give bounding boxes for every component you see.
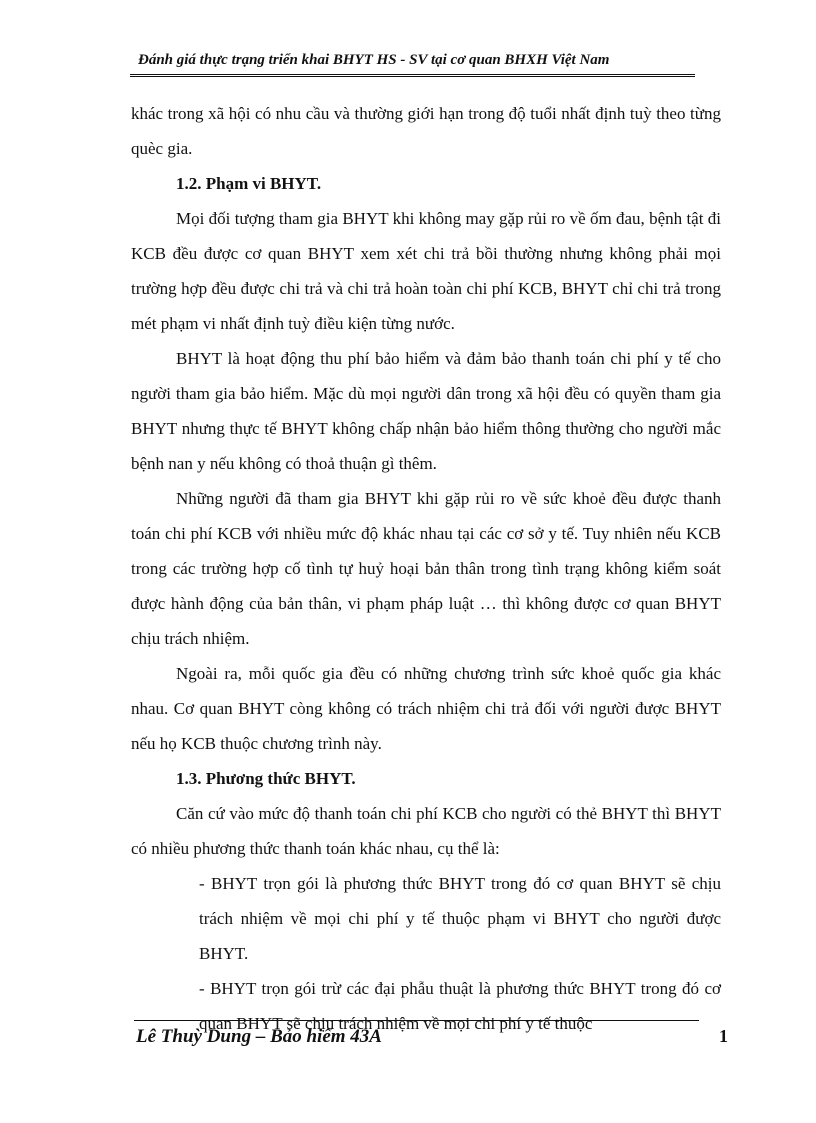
- footer-author: Lê Thuỳ Dung – Bảo hiểm 43A: [136, 1026, 382, 1047]
- header-title: Đánh giá thực trạng triển khai BHYT HS - SV tại cơ quan BHXH Việt Nam: [138, 52, 610, 68]
- paragraph: Căn cứ vào mức độ thanh toán chi phí KCB cho người có thẻ BHYT thì BHYT có nhiều phương thức thanh toán khác nhau, cụ thể là:: [131, 804, 721, 858]
- section-heading-1-3: 1.3. Phương thức BHYT.: [176, 769, 356, 788]
- section-heading-1-2: 1.2. Phạm vi BHYT.: [176, 174, 322, 193]
- paragraph: Ngoài ra, mỗi quốc gia đều có những chương trình sức khoẻ quốc gia khác nhau. Cơ quan BHYT còng không có trách nhiệm chi trả đối với người được BHYT nếu họ KCB thuộc chương trình này.: [131, 664, 721, 753]
- bullet-item: - BHYT trọn gói là phương thức BHYT trong đó cơ quan BHYT sẽ chịu trách nhiệm về mọi chi phí y tế thuộc phạm vi BHYT cho người được BHYT.: [199, 874, 721, 963]
- paragraph: Những người đã tham gia BHYT khi gặp rủi ro về sức khoẻ đều được thanh toán chi phí KCB với nhiều mức độ khác nhau tại các cơ sở y tế. Tuy nhiên nếu KCB trong các trường hợp cố tình tự huỷ hoại bản thân trong tình trạng không kiểm soát được hành động của bản thân, vi phạm pháp luật … thì không được cơ quan BHYT chịu trách nhiệm.: [131, 489, 721, 648]
- page-header: [130, 50, 695, 77]
- footer-divider: [134, 1020, 699, 1021]
- paragraph: Mọi đối tượng tham gia BHYT khi không may gặp rủi ro về ốm đau, bệnh tật đi KCB đều được cơ quan BHYT xem xét chi trả bồi thường nhưng không phải mọi trường hợp đều được chi trả và chi trả hoàn toàn chi phí KCB, BHYT chỉ chi trả trong mét phạm vi nhất định tuỳ điều kiện từng nước.: [131, 209, 721, 333]
- document-body: [131, 96, 721, 1041]
- bullet-item: - BHYT trọn gói trừ các đại phẫu thuật là phương thức BHYT trong đó cơ quan BHYT sẽ chịu trách nhiệm về mọi chi phí y tế thuộc: [199, 979, 721, 1033]
- page-number: 1: [719, 1026, 728, 1046]
- paragraph: BHYT là hoạt động thu phí bảo hiểm và đảm bảo thanh toán chi phí y tế cho người tham gia bảo hiểm. Mặc dù mọi người dân trong xã hội đều có quyền tham gia BHYT nhưng thực tế BHYT không chấp nhận bảo hiểm thông thường cho người mắc bệnh nan y nếu không có thoả thuận gì thêm.: [131, 349, 721, 473]
- paragraph-continuation: khác trong xã hội có nhu cầu và thường giới hạn trong độ tuổi nhất định tuỳ theo từng quèc gia.: [131, 104, 721, 158]
